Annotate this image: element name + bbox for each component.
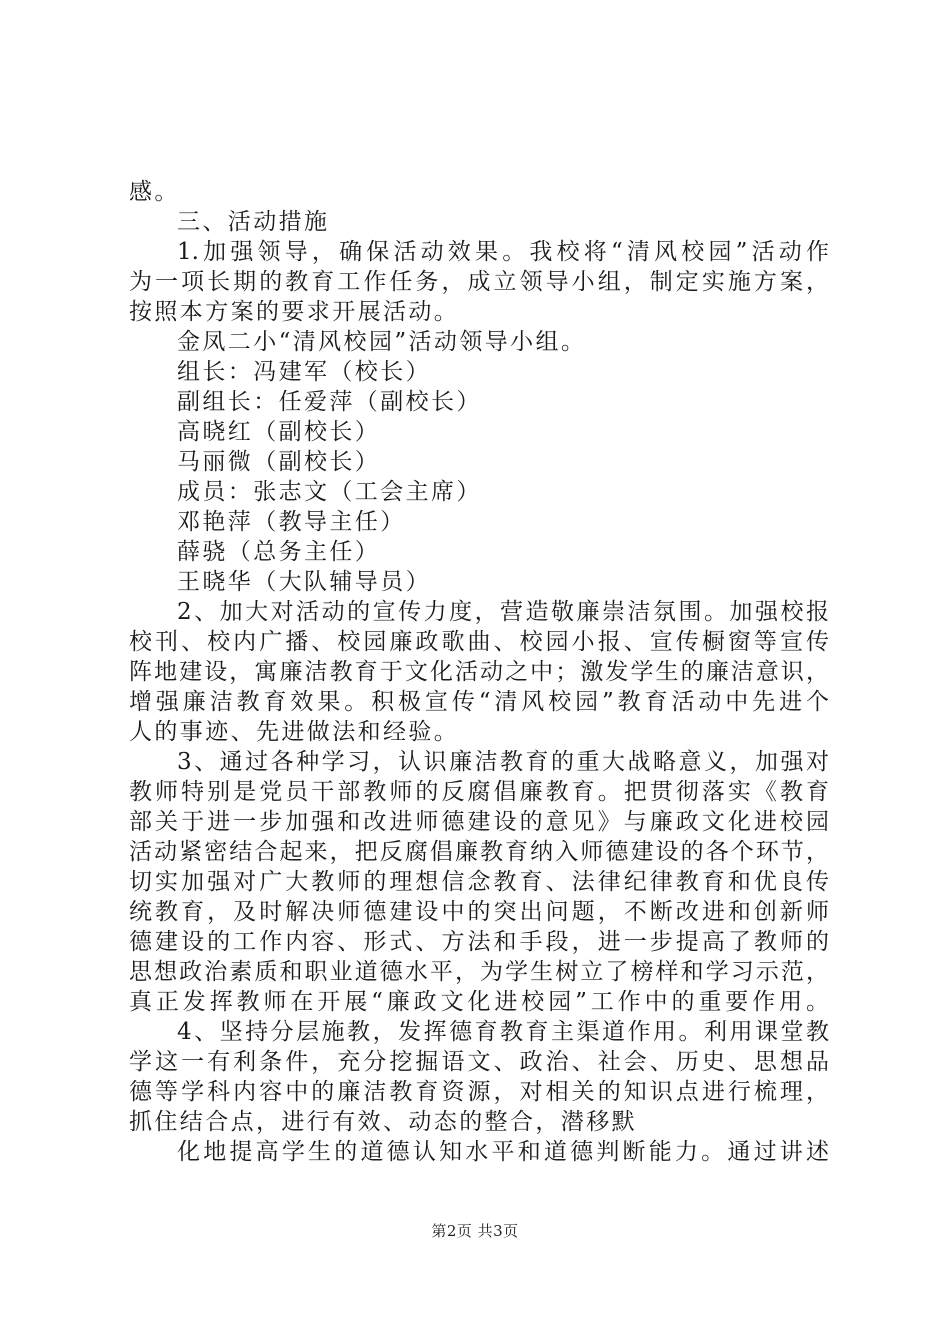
text-line: 部关于进一步加强和改进师德建设的意见》与廉政文化进校园 xyxy=(129,809,829,835)
text-line: 化地提高学生的道德认知水平和道德判断能力。通过讲述 xyxy=(177,1139,829,1165)
text-line: 副组长：任爱萍（副校长） xyxy=(177,389,482,415)
text-line: 薛骁（总务主任） xyxy=(177,539,381,565)
text-line: 德等学科内容中的廉洁教育资源，对相关的知识点进行梳理， xyxy=(129,1079,829,1105)
text-line: 成员：张志文（工会主席） xyxy=(177,479,482,505)
page-footer: 第2页 共3页 xyxy=(431,1222,519,1240)
text-line: 德建设的工作内容、形式、方法和手段，进一步提高了教师的 xyxy=(129,929,829,955)
text-line: 校刊、校内广播、校园廉政歌曲、校园小报、宣传橱窗等宣传 xyxy=(129,629,829,655)
text-line: 统教育，及时解决师德建设中的突出问题，不断改进和创新师 xyxy=(129,899,829,925)
text-line: 2、加大对活动的宣传力度，营造敬廉崇洁氛围。加强校报 xyxy=(177,599,829,625)
text-line: 王晓华（大队辅导员） xyxy=(177,569,431,595)
text-line: 学这一有利条件，充分挖掘语文、政治、社会、历史、思想品 xyxy=(129,1049,829,1075)
text-line: 高晓红（副校长） xyxy=(177,419,381,445)
text-line: 金凤二小“清风校园”活动领导小组。 xyxy=(177,329,587,355)
text-line: 教师特别是党员干部教师的反腐倡廉教育。把贯彻落实《教育 xyxy=(129,779,829,805)
text-line: 思想政治素质和职业道德水平，为学生树立了榜样和学习示范， xyxy=(129,959,829,985)
text-line: 为一项长期的教育工作任务，成立领导小组，制定实施方案， xyxy=(129,269,829,295)
text-line: 真正发挥教师在开展“廉政文化进校园”工作中的重要作用。 xyxy=(129,989,829,1015)
text-line: 1.加强领导，确保活动效果。我校将“清风校园”活动作 xyxy=(177,239,829,265)
text-line: 三、活动措施 xyxy=(177,209,330,235)
text-line: 阵地建设，寓廉洁教育于文化活动之中；激发学生的廉洁意识， xyxy=(129,659,829,685)
text-line: 按照本方案的要求开展活动。 xyxy=(129,299,460,325)
text-line: 增强廉洁教育效果。积极宣传“清风校园”教育活动中先进个 xyxy=(129,689,829,715)
text-line: 邓艳萍（教导主任） xyxy=(177,509,406,535)
text-line: 3、通过各种学习，认识廉洁教育的重大战略意义，加强对 xyxy=(177,749,829,775)
text-line: 切实加强对广大教师的理想信念教育、法律纪律教育和优良传 xyxy=(129,869,829,895)
text-line: 抓住结合点，进行有效、动态的整合，潜移默 xyxy=(129,1109,637,1135)
document-body xyxy=(129,177,829,1167)
text-line: 活动紧密结合起来，把反腐倡廉教育纳入师德建设的各个环节， xyxy=(129,839,829,865)
text-line: 人的事迹、先进做法和经验。 xyxy=(129,719,460,745)
text-line: 4、坚持分层施教，发挥德育教育主渠道作用。利用课堂教 xyxy=(177,1019,829,1045)
text-line: 组长：冯建军（校长） xyxy=(177,359,431,385)
text-line: 感。 xyxy=(129,179,180,205)
text-line: 马丽微（副校长） xyxy=(177,449,381,475)
